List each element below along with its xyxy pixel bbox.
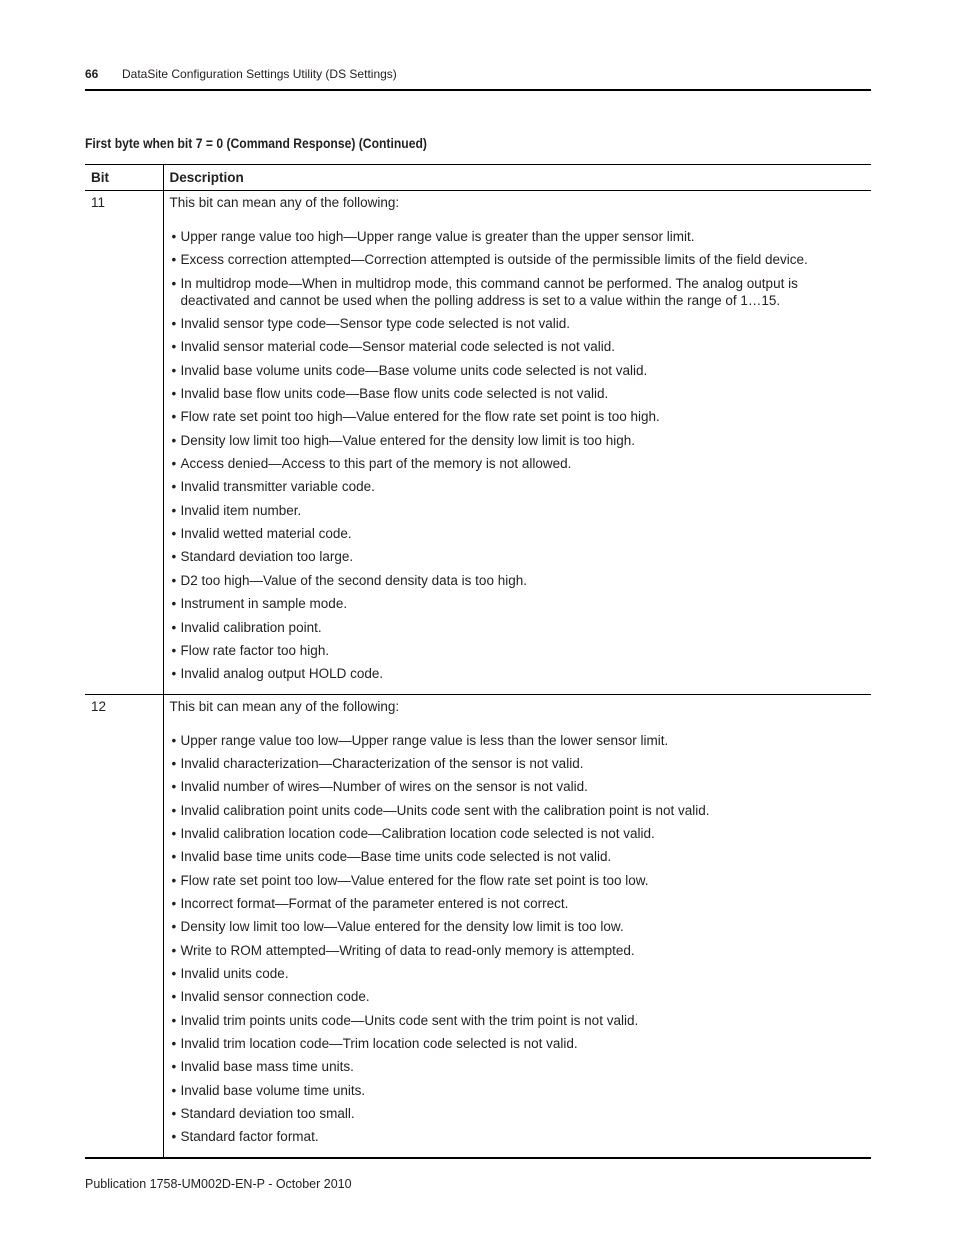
- table-title: First byte when bit 7 = 0 (Command Response) (Continued): [85, 136, 427, 151]
- table-row: [85, 191, 871, 695]
- condition-list: [170, 732, 872, 1157]
- list-item: • Standard deviation too small.: [170, 1105, 864, 1122]
- command-response-table: [85, 164, 871, 1159]
- description-intro: This bit can mean any of the following:: [169, 195, 400, 210]
- page-footer: Publication 1758-UM002D-EN-P - October 2010: [85, 1177, 352, 1191]
- list-item: • Density low limit too high—Value entered for the density low limit is too high.: [170, 432, 864, 449]
- list-item: • Invalid calibration location code—Calibration location code selected is not valid.: [170, 825, 864, 842]
- list-item: • D2 too high—Value of the second density data is too high.: [170, 572, 864, 589]
- list-item: • Access denied—Access to this part of the memory is not allowed.: [170, 455, 864, 472]
- column-header-bit: Bit: [85, 165, 163, 191]
- list-item: • Standard factor format.: [170, 1128, 864, 1145]
- page-header: [85, 66, 871, 82]
- list-item: • Invalid base volume time units.: [170, 1082, 864, 1099]
- list-item: • In multidrop mode—When in multidrop mode, this command cannot be performed. The analog output is deactivated and cannot be used when the polling address is set to a value within the range of 1…15.: [170, 275, 864, 309]
- list-item: • Invalid units code.: [170, 965, 864, 982]
- list-item: • Invalid transmitter variable code.: [170, 478, 864, 495]
- header-rule: [85, 89, 871, 91]
- list-item: • Invalid base mass time units.: [170, 1058, 864, 1075]
- bit-cell: 12: [85, 694, 163, 1157]
- bit-cell: 11: [85, 191, 163, 695]
- list-item: • Density low limit too low—Value entered for the density low limit is too low.: [170, 918, 864, 935]
- list-item: • Invalid wetted material code.: [170, 525, 864, 542]
- list-item: • Incorrect format—Format of the parameter entered is not correct.: [170, 895, 864, 912]
- list-item: • Flow rate factor too high.: [170, 642, 864, 659]
- list-item: • Invalid sensor type code—Sensor type code selected is not valid.: [170, 315, 864, 332]
- list-item: • Excess correction attempted—Correction attempted is outside of the permissible limits of the field device.: [170, 251, 864, 268]
- condition-list: [170, 228, 872, 694]
- list-item: • Invalid base volume units code—Base volume units code selected is not valid.: [170, 362, 864, 379]
- list-item: • Invalid base flow units code—Base flow units code selected is not valid.: [170, 385, 864, 402]
- running-title: DataSite Configuration Settings Utility (DS Settings): [122, 67, 397, 81]
- description-intro: This bit can mean any of the following:: [169, 698, 400, 714]
- list-item: • Flow rate set point too high—Value entered for the flow rate set point is too high.: [170, 408, 864, 425]
- list-item: • Write to ROM attempted—Writing of data to read-only memory is attempted.: [170, 942, 864, 959]
- description-cell: [163, 694, 871, 1157]
- list-item: • Invalid trim location code—Trim location code selected is not valid.: [170, 1035, 864, 1052]
- page-number: 66: [85, 67, 99, 81]
- list-item: • Invalid calibration point.: [170, 619, 864, 636]
- list-item: • Invalid calibration point units code—Units code sent with the calibration point is not valid.: [170, 802, 864, 819]
- list-item: • Standard deviation too large.: [170, 548, 864, 565]
- description-cell: [163, 191, 871, 695]
- list-item: • Upper range value too low—Upper range value is less than the lower sensor limit.: [170, 732, 864, 749]
- list-item: • Invalid sensor material code—Sensor material code selected is not valid.: [170, 338, 864, 355]
- list-item: • Upper range value too high—Upper range value is greater than the upper sensor limit.: [170, 228, 864, 245]
- list-item: • Invalid trim points units code—Units code sent with the trim point is not valid.: [170, 1012, 864, 1029]
- list-item: • Invalid base time units code—Base time units code selected is not valid.: [170, 848, 864, 865]
- list-item: • Invalid analog output HOLD code.: [170, 665, 864, 682]
- list-item: • Invalid item number.: [170, 502, 864, 519]
- table-header-row: [85, 165, 871, 191]
- list-item: • Invalid number of wires—Number of wires on the sensor is not valid.: [170, 778, 864, 795]
- list-item: • Invalid characterization—Characterization of the sensor is not valid.: [170, 755, 864, 772]
- column-header-description: Description: [163, 165, 871, 191]
- list-item: • Invalid sensor connection code.: [170, 988, 864, 1005]
- list-item: • Flow rate set point too low—Value entered for the flow rate set point is too low.: [170, 872, 864, 889]
- table-row: [85, 694, 871, 1157]
- list-item: • Instrument in sample mode.: [170, 595, 864, 612]
